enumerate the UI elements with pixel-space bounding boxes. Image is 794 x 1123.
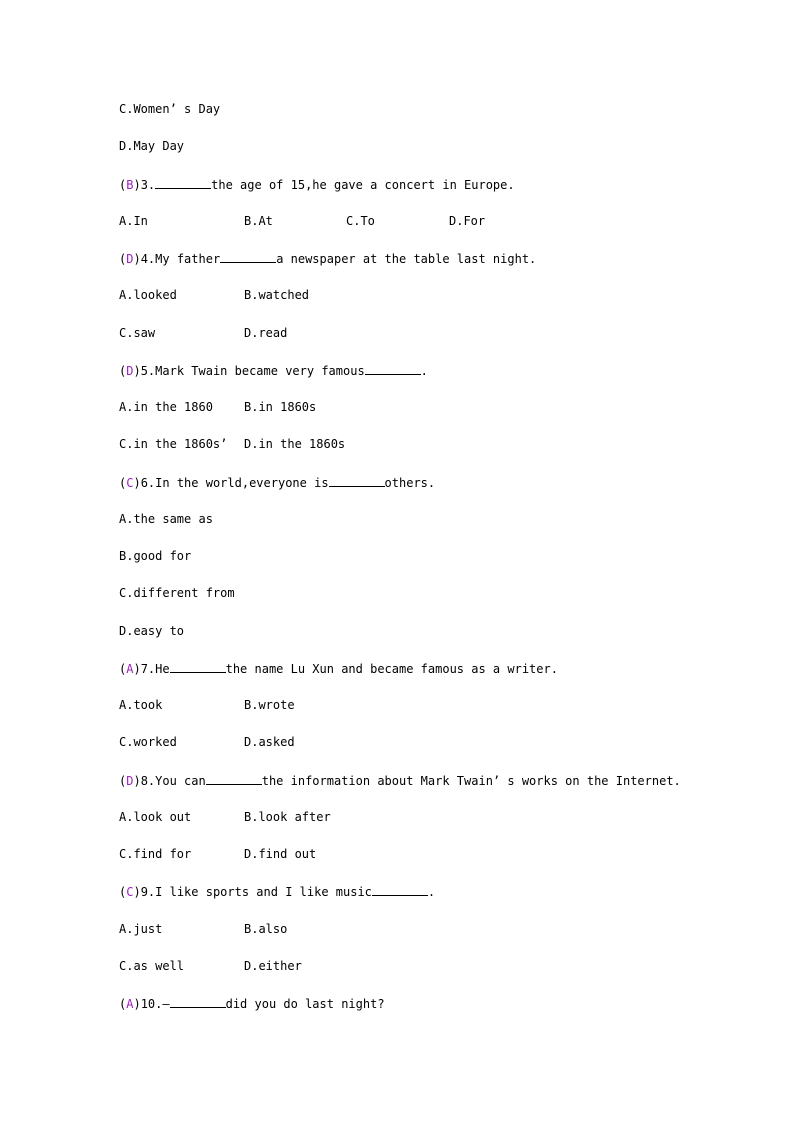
question-3: (B)3. the age of 15,he gave a concert in Europe. — [119, 178, 515, 192]
blank — [170, 995, 226, 1008]
option-b: B.also — [244, 922, 288, 936]
option-c: C.To — [346, 214, 375, 228]
option-b: B.watched — [244, 288, 310, 302]
question-8: (D)8.You can the information about Mark Twain’ s works on the Internet. — [119, 774, 681, 788]
question-7: (A)7.He the name Lu Xun and became famous as a writer. — [119, 662, 558, 676]
option-d: D.read — [244, 326, 288, 340]
option-c: C.find for — [119, 847, 192, 861]
blank — [170, 660, 226, 673]
option-a: A.In — [119, 214, 148, 228]
option-c: C.in the 1860s’ — [119, 437, 228, 451]
option-a: A.looked — [119, 288, 177, 302]
answer-key: B — [126, 178, 134, 192]
option-b: B.in 1860s — [244, 400, 317, 414]
question-5: (D)5.Mark Twain became very famous . — [119, 364, 428, 378]
option-d: D.find out — [244, 847, 317, 861]
option-a: A.look out — [119, 810, 192, 824]
option-d: D.easy to — [119, 624, 185, 638]
option-a: A.took — [119, 698, 163, 712]
answer-key: D — [126, 364, 134, 378]
blank — [220, 250, 276, 263]
answer-key: A — [126, 997, 134, 1011]
option-b: B.wrote — [244, 698, 295, 712]
option-d: D.For — [449, 214, 486, 228]
answer-key: C — [126, 885, 134, 899]
question-9: (C)9.I like sports and I like music . — [119, 885, 436, 899]
blank — [365, 362, 421, 375]
answer-key: D — [126, 252, 134, 266]
option-c-q2: C.Women’ s Day — [119, 102, 221, 116]
option-d-q2: D.May Day — [119, 139, 185, 153]
answer-key: A — [126, 662, 134, 676]
option-d: D.in the 1860s — [244, 437, 346, 451]
option-a: A.the same as — [119, 512, 213, 526]
option-a: A.in the 1860 — [119, 400, 213, 414]
option-d: D.asked — [244, 735, 295, 749]
question-6: (C)6.In the world,everyone is others. — [119, 476, 436, 490]
answer-key: C — [126, 476, 134, 490]
blank — [155, 176, 211, 189]
option-b: B.At — [244, 214, 273, 228]
option-b: B.good for — [119, 549, 192, 563]
option-c: C.worked — [119, 735, 177, 749]
option-d: D.either — [244, 959, 302, 973]
option-c: C.different from — [119, 586, 235, 600]
option-c: C.as well — [119, 959, 185, 973]
option-c: C.saw — [119, 326, 156, 340]
blank — [206, 772, 262, 785]
question-10: (A)10.— did you do last night? — [119, 997, 385, 1011]
option-a: A.just — [119, 922, 163, 936]
blank — [372, 883, 428, 896]
option-b: B.look after — [244, 810, 331, 824]
answer-key: D — [126, 774, 134, 788]
question-4: (D)4.My father a newspaper at the table last night. — [119, 252, 537, 266]
blank — [329, 474, 385, 487]
